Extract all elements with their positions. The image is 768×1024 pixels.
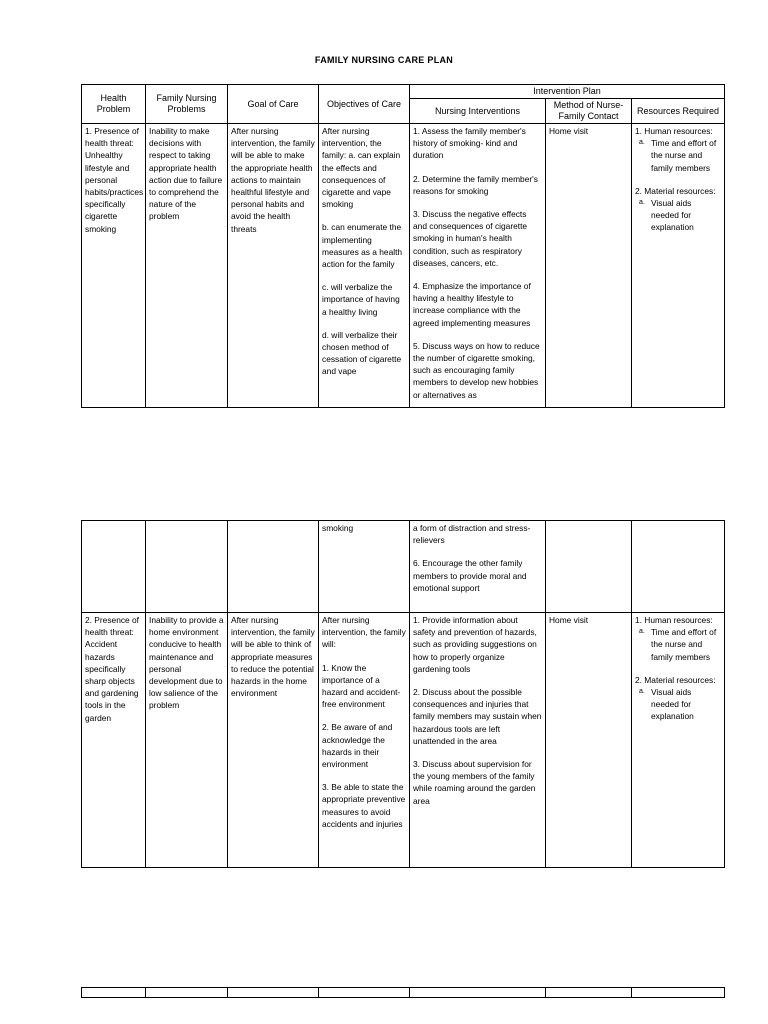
cont-objectives: smoking — [319, 521, 410, 613]
resource-material-label: 2. Material resources: — [635, 674, 716, 685]
objective-item: 2. Be aware of and acknowledge the hazards in their environment — [322, 722, 393, 770]
row1-interventions — [410, 124, 546, 408]
header-objectives-of-care: Objectives of Care — [319, 85, 410, 124]
resource-human-item: a. Time and effort of the nurse and family members — [635, 137, 721, 174]
empty-cell — [82, 988, 146, 998]
care-plan-table-3 — [81, 987, 725, 998]
empty-cell — [410, 988, 546, 998]
row1-goal: After nursing intervention, the family will be able to make the appropriate health actions to maintain healthful lifestyle and personal habits and avoid the health threats — [228, 124, 319, 408]
objective-item: After nursing intervention, the family: a. can explain the effects and consequences of cigarette and vape smoking — [322, 126, 401, 210]
document-title: FAMILY NURSING CARE PLAN — [314, 55, 454, 65]
resource-material-item: a. Visual aids needed for explanation — [635, 686, 721, 723]
empty-cell — [146, 988, 228, 998]
intervention-item: 4. Emphasize the importance of having a healthy lifestyle to increase compliance with the agreed implementing measures — [413, 281, 531, 328]
row2-objectives — [319, 613, 410, 868]
care-plan-table-1 — [81, 84, 725, 408]
objective-item: c. will verbalize the importance of having a healthy living — [322, 282, 400, 317]
row1-objectives — [319, 124, 410, 408]
row2-interventions — [410, 613, 546, 868]
intervention-item: 2. Discuss about the possible consequences and injuries that family members may sustain when hazardous tools are left unattended in the area — [413, 687, 542, 746]
objective-item: b. can enumerate the implementing measures as a health action for the family — [322, 222, 403, 270]
empty-cell — [228, 988, 319, 998]
intervention-item: 6. Encourage the other family members to provide moral and emotional support — [413, 558, 527, 593]
empty-cell — [632, 988, 725, 998]
intervention-item: 1. Assess the family member's history of smoking- kind and duration — [413, 126, 526, 161]
row2-goal: After nursing intervention, the family will be able to think of appropriate measures to reduce the potential hazards in the home environment — [228, 613, 319, 868]
row1-family-problem: Inability to make decisions with respect to taking appropriate health action due to failure to comprehend the nature of the problem — [146, 124, 228, 408]
objective-item: d. will verbalize their chosen method of cessation of cigarette and vape — [322, 329, 402, 377]
resource-material-label: 2. Material resources: — [635, 185, 716, 196]
intervention-item: 3. Discuss about supervision for the young members of the family while roaming around the garden area — [413, 759, 536, 806]
resource-human-label: 1. Human resources: — [635, 126, 713, 136]
row2-method: Home visit — [546, 613, 632, 868]
empty-cell — [546, 988, 632, 998]
header-goal-of-care: Goal of Care — [228, 85, 319, 124]
intervention-item: a form of distraction and stress-relievers — [413, 523, 531, 546]
intervention-item: 5. Discuss ways on how to reduce the number of cigarette smoking, such as encouraging family members to develop new hobbies or alternatives as — [413, 340, 540, 400]
header-nursing-interventions: Nursing Interventions — [410, 99, 546, 124]
objective-item: 1. Know the importance of a hazard and accident-free environment — [322, 662, 401, 710]
cont-health-problem — [82, 521, 146, 613]
row2-family-problem: Inability to provide a home environment conducive to health maintenance and personal development due to low salience of the problem — [146, 613, 228, 868]
objective-item: After nursing intervention, the family will: — [322, 615, 406, 650]
row1-health-problem: 1. Presence of health threat: Unhealthy lifestyle and personal habits/practices specifically cigarette smoking — [82, 124, 146, 408]
row1-method: Home visit — [546, 124, 632, 408]
header-health-problem: Health Problem — [82, 85, 146, 124]
resource-human-label: 1. Human resources: — [635, 615, 713, 625]
intervention-item: 2. Determine the family member's reasons for smoking — [413, 173, 538, 196]
header-resources-required: Resources Required — [632, 99, 725, 124]
resource-material-item: a. Visual aids needed for explanation — [635, 197, 721, 234]
care-plan-table-2 — [81, 520, 725, 868]
header-intervention-plan: Intervention Plan — [410, 85, 725, 99]
objective-item: 3. Be able to state the appropriate preventive measures to avoid accidents and injuries — [322, 782, 406, 829]
header-family-nursing-problems: Family Nursing Problems — [146, 85, 228, 124]
cont-interventions — [410, 521, 546, 613]
row2-health-problem: 2. Presence of health threat: Accident hazards specifically sharp objects and gardening tools in the garden — [82, 613, 146, 868]
empty-cell — [319, 988, 410, 998]
row1-resources — [632, 124, 725, 408]
intervention-item: 1. Provide information about safety and prevention of hazards, such as providing suggestions on how to properly organize gardening tools — [413, 615, 537, 674]
header-method-of-contact: Method of Nurse-Family Contact — [546, 99, 632, 124]
cont-family-problem — [146, 521, 228, 613]
cont-goal — [228, 521, 319, 613]
intervention-item: 3. Discuss the negative effects and consequences of cigarette smoking in human's health condition, such as respiratory diseases, cancers, etc. — [413, 209, 528, 268]
cont-method — [546, 521, 632, 613]
cont-resources — [632, 521, 725, 613]
resource-human-item: a. Time and effort of the nurse and family members — [635, 626, 721, 663]
row2-resources — [632, 613, 725, 868]
